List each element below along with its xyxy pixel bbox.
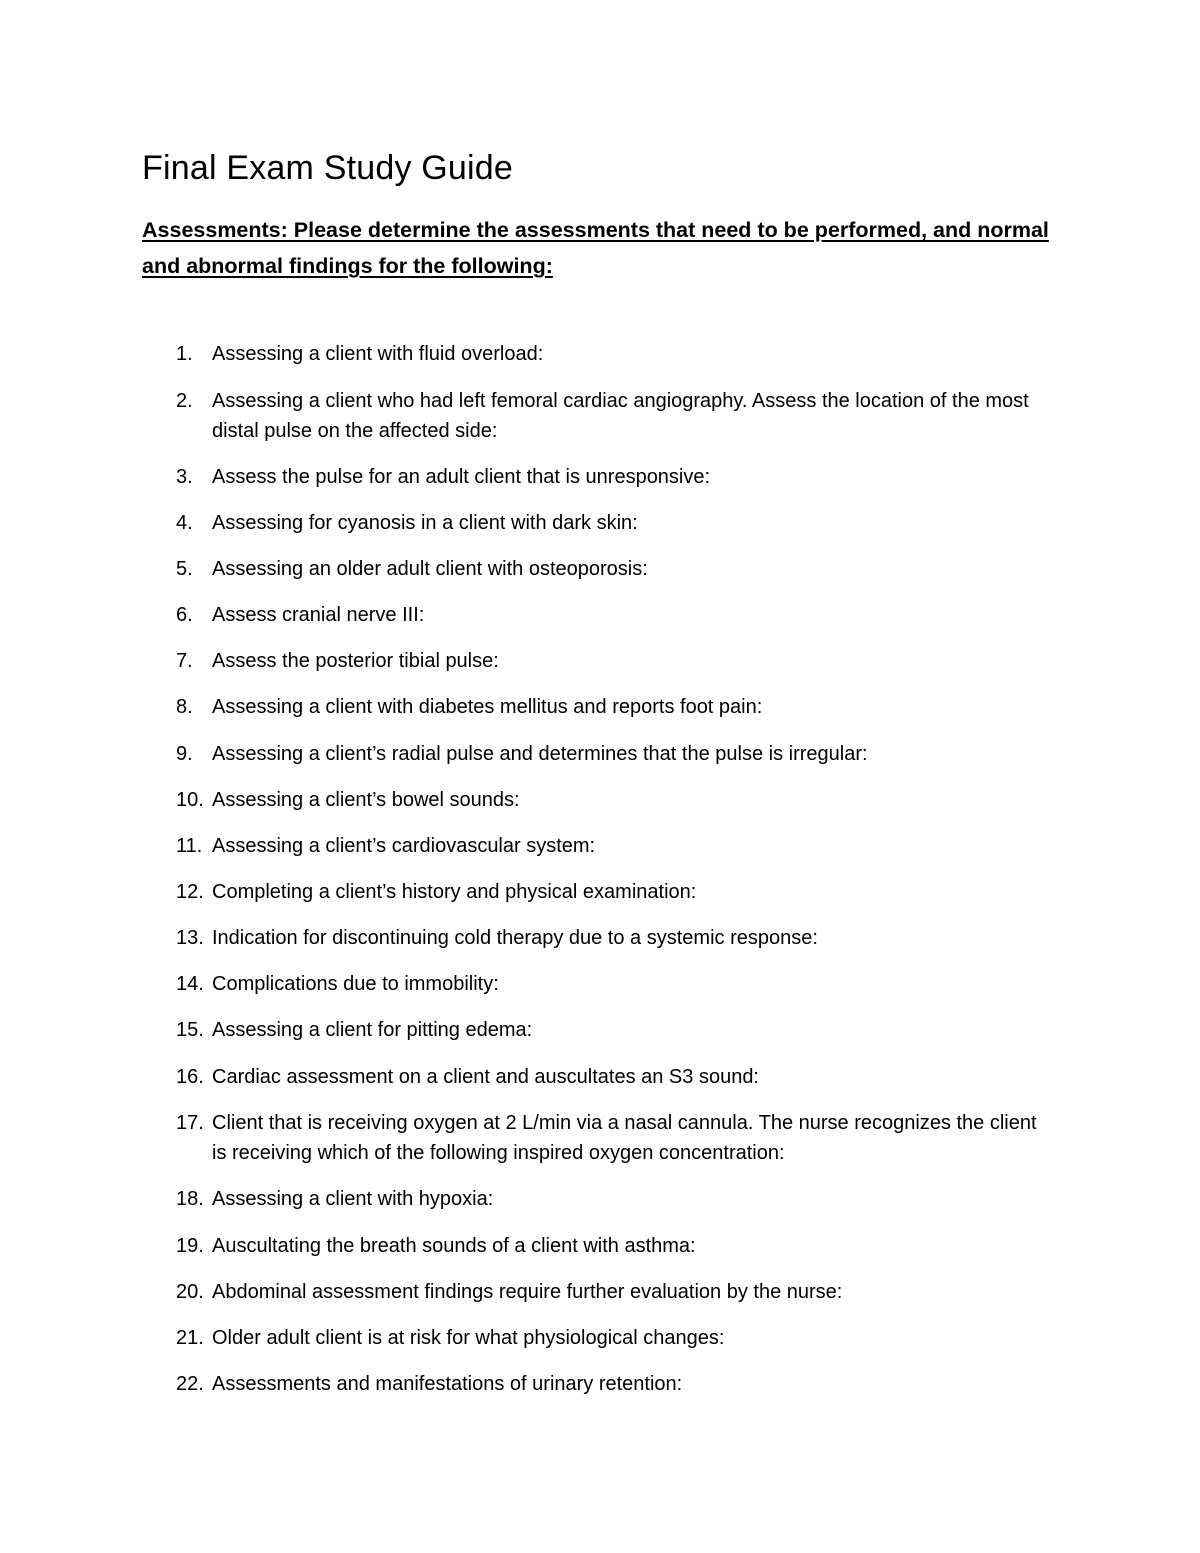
item-number: 8. xyxy=(176,696,193,718)
item-text: Assessing a client with hypoxia: xyxy=(212,1188,494,1210)
item-number: 2. xyxy=(176,390,193,412)
item-text: Assessing a client with fluid overload: xyxy=(212,343,544,365)
item-number: 18. xyxy=(176,1188,204,1210)
item-number: 5. xyxy=(176,558,193,580)
item-text: Assessing a client’s radial pulse and determines that the pulse is irregular: xyxy=(212,743,868,765)
item-number: 21. xyxy=(176,1327,204,1349)
item-number: 9. xyxy=(176,743,193,765)
item-number: 12. xyxy=(176,881,204,903)
item-number: 15. xyxy=(176,1019,204,1041)
item-number: 11. xyxy=(176,835,203,857)
item-number: 19. xyxy=(176,1235,204,1257)
item-text: Assessing a client with diabetes mellitus and reports foot pain: xyxy=(212,696,763,718)
item-number: 7. xyxy=(176,650,193,672)
item-text: Client that is receiving oxygen at 2 L/min via a nasal cannula. The nurse recognizes the client is receiving which of the following inspired oxygen concentration: xyxy=(212,1112,1037,1164)
item-number: 13. xyxy=(176,927,204,949)
item-text: Assessing an older adult client with osteoporosis: xyxy=(212,558,648,580)
item-text: Assessing for cyanosis in a client with dark skin: xyxy=(212,512,638,534)
item-text: Complications due to immobility: xyxy=(212,973,499,995)
item-number: 16. xyxy=(176,1066,204,1088)
document-title: Final Exam Study Guide xyxy=(142,149,514,187)
item-text: Assessing a client’s bowel sounds: xyxy=(212,789,520,811)
item-text: Auscultating the breath sounds of a client with asthma: xyxy=(212,1235,696,1257)
item-number: 10. xyxy=(176,789,204,811)
item-number: 4. xyxy=(176,512,193,534)
item-text: Older adult client is at risk for what physiological changes: xyxy=(212,1327,725,1349)
item-number: 6. xyxy=(176,604,193,626)
item-number: 17. xyxy=(176,1112,204,1134)
item-text: Assess the pulse for an adult client that is unresponsive: xyxy=(212,466,711,488)
item-text: Completing a client’s history and physical examination: xyxy=(212,881,697,903)
item-number: 3. xyxy=(176,466,193,488)
item-text: Assessing a client’s cardiovascular system: xyxy=(212,835,596,857)
item-text: Abdominal assessment findings require further evaluation by the nurse: xyxy=(212,1281,843,1303)
item-text: Cardiac assessment on a client and auscultates an S3 sound: xyxy=(212,1066,759,1088)
item-text: Assess cranial nerve III: xyxy=(212,604,425,626)
item-text: Assessing a client who had left femoral cardiac angiography. Assess the location of the most distal pulse on the affected side: xyxy=(212,390,1029,442)
item-text: Indication for discontinuing cold therapy due to a systemic response: xyxy=(212,927,818,949)
item-text: Assessing a client for pitting edema: xyxy=(212,1019,533,1041)
item-number: 1. xyxy=(176,343,193,365)
item-number: 22. xyxy=(176,1373,204,1395)
section-heading: Assessments: Please determine the assessments that need to be performed, and normal and abnormal findings for the following: xyxy=(142,218,1049,278)
item-text: Assessments and manifestations of urinary retention: xyxy=(212,1373,683,1395)
item-number: 20. xyxy=(176,1281,204,1303)
item-text: Assess the posterior tibial pulse: xyxy=(212,650,499,672)
item-number: 14. xyxy=(176,973,204,995)
